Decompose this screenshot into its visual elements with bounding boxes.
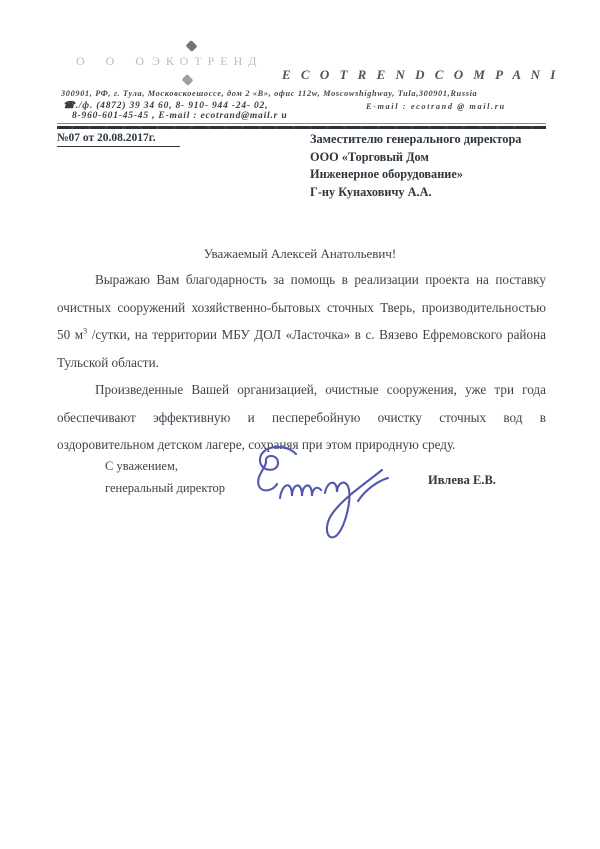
header-divider [57, 123, 546, 129]
paragraph-1-text: Выражаю Вам благодарность за помощь в реализации проекта на поставку очистных сооружений хозяйственно-бытовых сточных Тверь, производительностью 50 м [57, 272, 546, 342]
phone-line-2: 8-960-601-45-45 , E-mail : ecotrand@mail.r u [72, 111, 288, 121]
letter-body [57, 266, 546, 459]
company-name: E C O T R E N D C O M P A N I [282, 67, 559, 82]
paragraph-1-text-cont: /сутки, на территории МБУ ДОЛ «Ласточка» в с. Вязево Ефремовского района Тульской области. [57, 327, 546, 370]
company-address: 300901, РФ, г. Тула, Московскоешоссе, дом 2 «В», офис 112w, Moscowshighway, Tula,300901,Russia [61, 89, 478, 98]
recipient-line: ООО «Торговый Дом [310, 149, 429, 164]
closing-regards: С уважением, [105, 459, 178, 473]
email-address: E-mail : ecotrand @ mail.ru [366, 102, 506, 111]
logo-company-text: ЭКОТРЕНД [152, 54, 263, 68]
handwritten-signature [246, 441, 402, 545]
superscript-3: 3 [83, 326, 88, 336]
recipient-line: Инженерное оборудование» [310, 167, 463, 182]
salutation: Уважаемый Алексей Анатольевич! [203, 246, 397, 261]
paragraph-2: Произведенные Вашей организацией, очистные сооружения, уже три года обеспечивают эффективную и песперебойную очистку сточных вод в оздоровительном детском лагере, сохраняя при этом природную среду. [57, 382, 546, 452]
logo-diamond-icon [185, 40, 197, 52]
closing-block [105, 455, 225, 499]
paragraph-1 [57, 266, 546, 376]
signer-name: Ивлева Е.В. [428, 473, 496, 487]
logo-ooo-text: О О О [76, 54, 153, 68]
closing-title: генеральный директор [105, 481, 226, 495]
logo-diamond-icon [181, 74, 193, 86]
recipient-line: Г-ну Кунаховичу А.А. [310, 184, 432, 199]
phone-line-1: ☎./ф. (4872) 39 34 60, 8- 910- 944 -24- 02, [63, 101, 269, 111]
reference-number: №07 от 20.08.2017г. [57, 132, 180, 147]
recipient-block [310, 131, 521, 201]
recipient-line: Заместителю генерального директора [310, 132, 522, 146]
